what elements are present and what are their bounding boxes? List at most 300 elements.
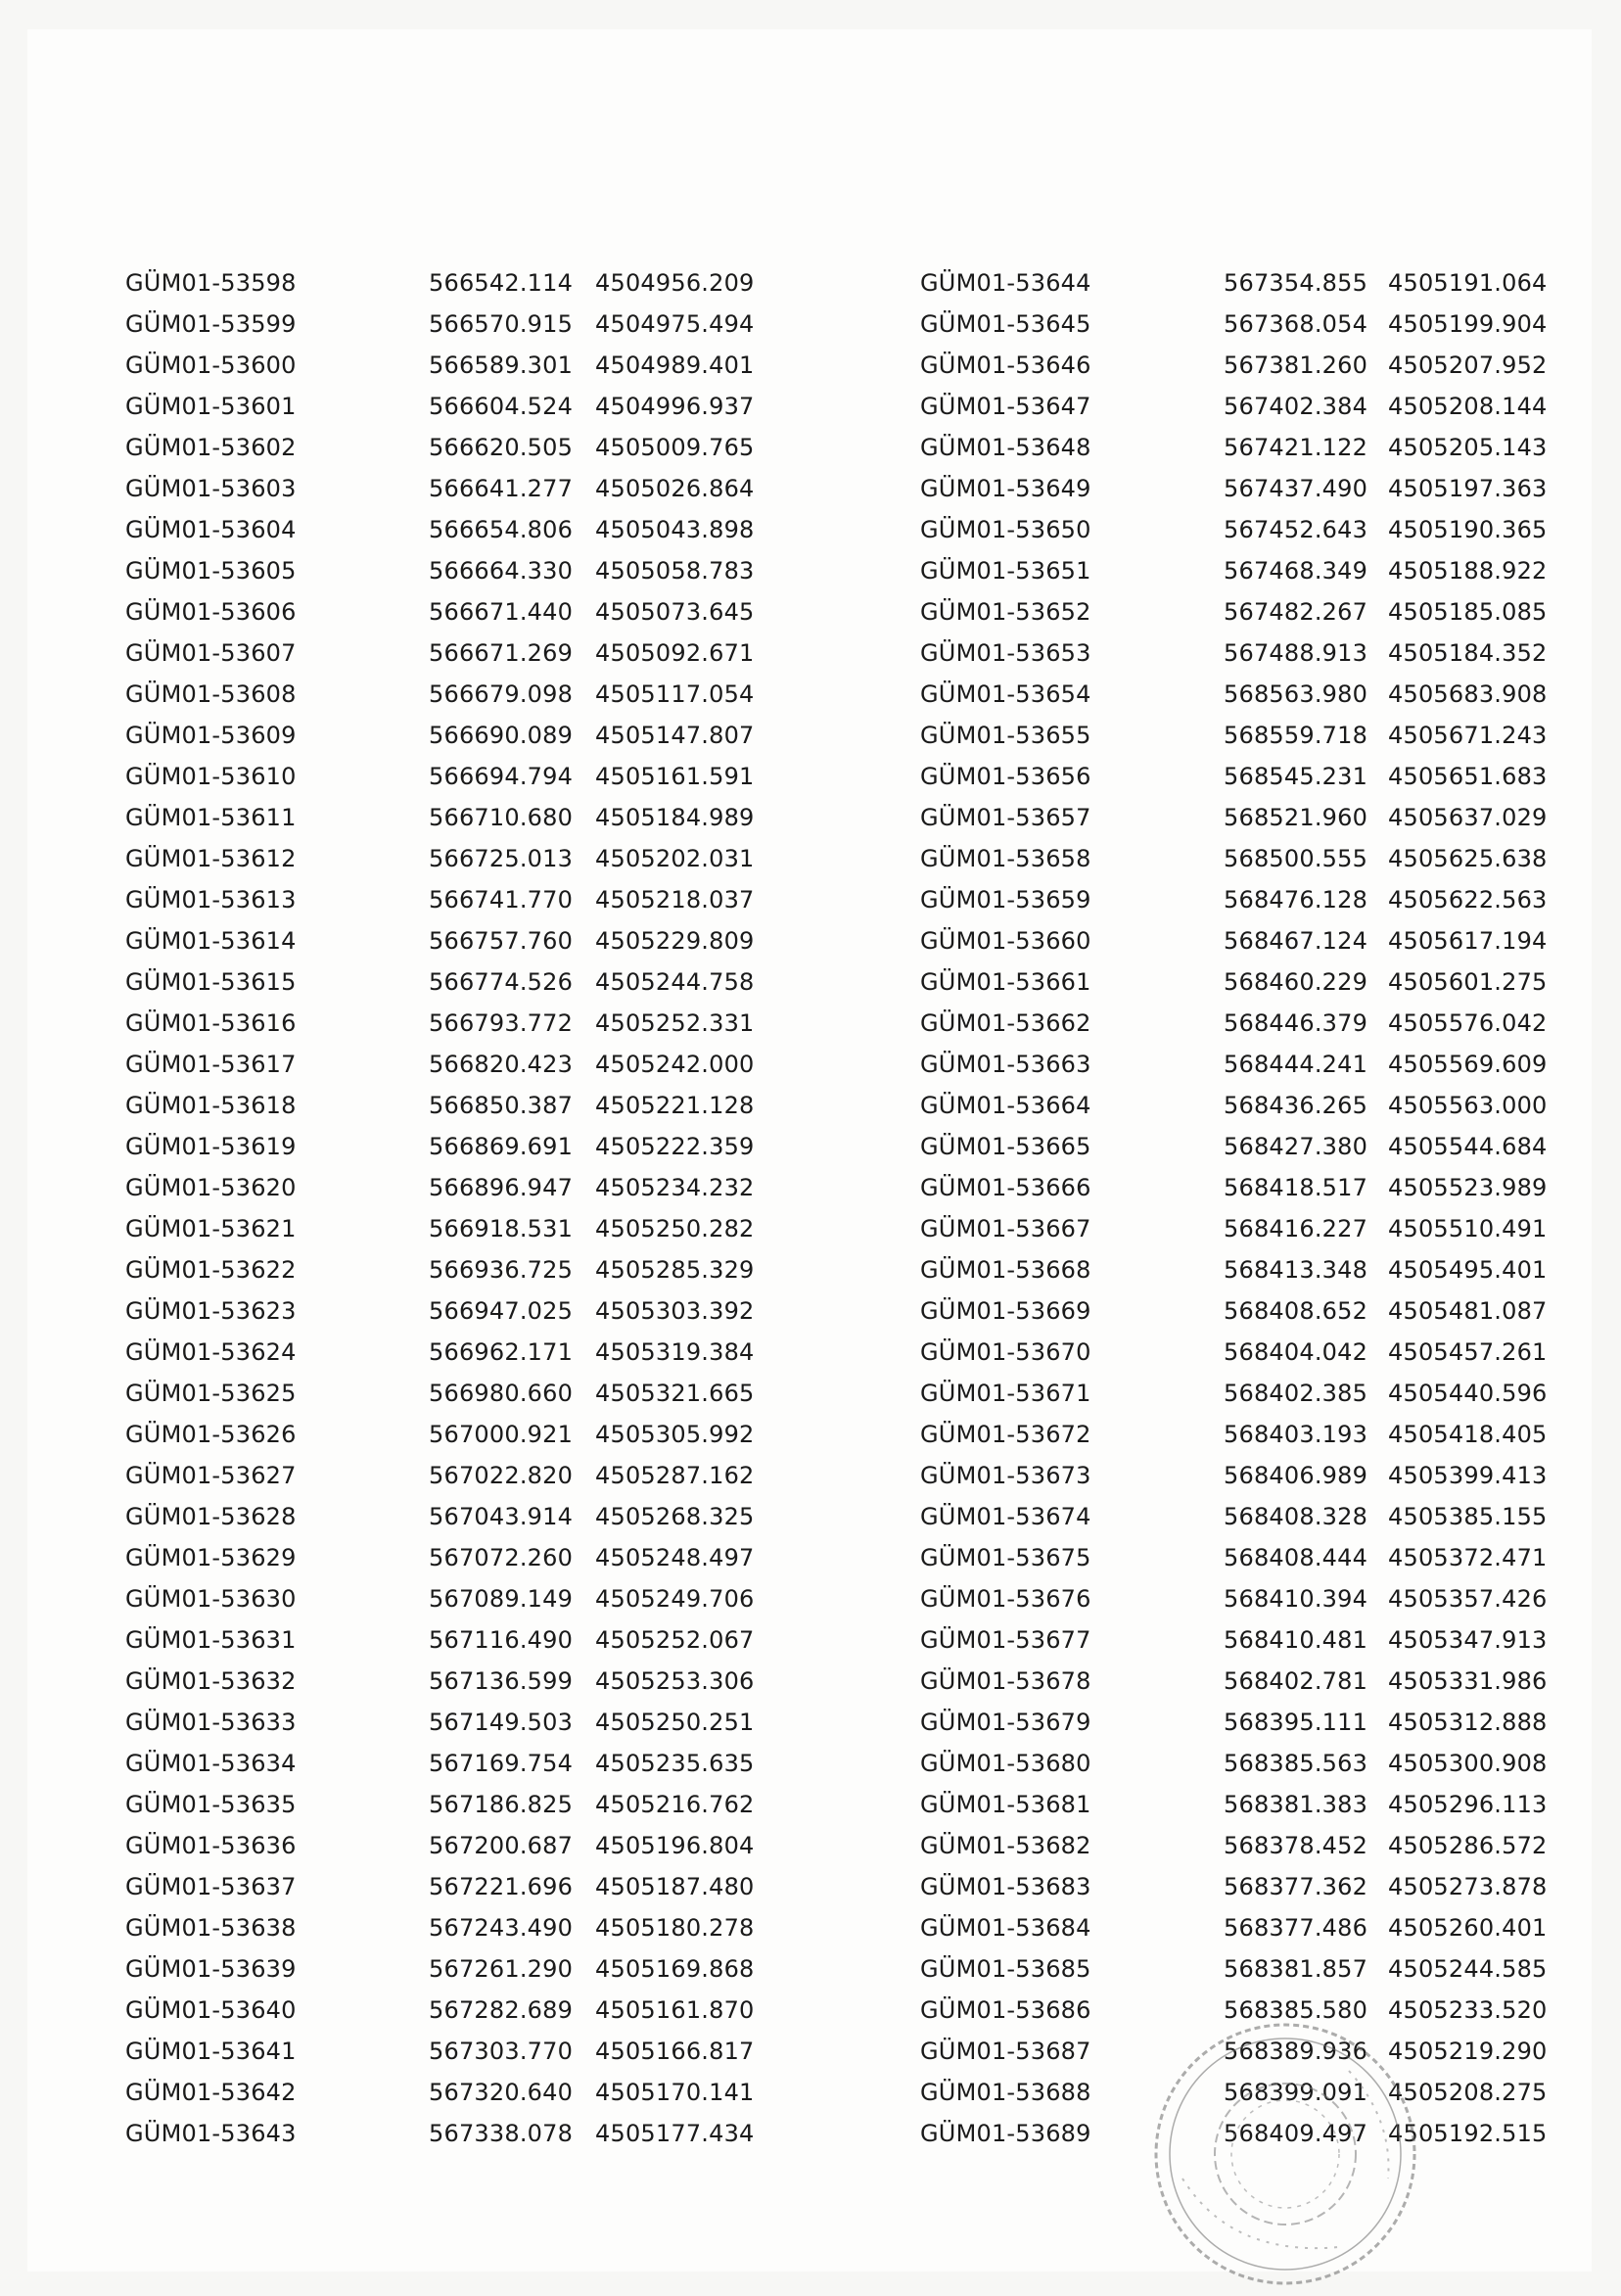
x-coordinate: 568381.857 xyxy=(1224,1955,1368,1983)
y-coordinate: 4505440.596 xyxy=(1388,1380,1548,1407)
y-coordinate: 4505219.290 xyxy=(1388,2038,1548,2065)
y-coordinate: 4505457.261 xyxy=(1388,1338,1548,1366)
y-coordinate: 4505207.952 xyxy=(1388,351,1548,379)
x-coordinate: 566570.915 xyxy=(429,310,574,338)
y-coordinate: 4505569.609 xyxy=(1388,1051,1548,1078)
table-row xyxy=(920,674,1566,715)
point-id: GÜM01-53614 xyxy=(125,927,297,955)
x-coordinate: 567186.825 xyxy=(429,1791,574,1818)
table-row xyxy=(920,756,1566,797)
point-id: GÜM01-53688 xyxy=(920,2079,1091,2106)
x-coordinate: 566664.330 xyxy=(429,557,574,585)
point-id: GÜM01-53600 xyxy=(125,351,297,379)
point-id: GÜM01-53671 xyxy=(920,1380,1091,1407)
x-coordinate: 568402.781 xyxy=(1224,1667,1368,1695)
table-row xyxy=(125,1167,771,1208)
x-coordinate: 568410.481 xyxy=(1224,1626,1368,1654)
y-coordinate: 4505117.054 xyxy=(595,680,755,708)
point-id: GÜM01-53603 xyxy=(125,475,297,502)
y-coordinate: 4505199.904 xyxy=(1388,310,1548,338)
x-coordinate: 568409.497 xyxy=(1224,2120,1368,2147)
table-row xyxy=(920,1578,1566,1619)
table-row xyxy=(125,2031,771,2072)
y-coordinate: 4505188.922 xyxy=(1388,557,1548,585)
table-row xyxy=(920,1907,1566,1948)
coordinate-table-left xyxy=(125,262,771,2154)
y-coordinate: 4505495.401 xyxy=(1388,1256,1548,1284)
y-coordinate: 4505399.413 xyxy=(1388,1462,1548,1489)
table-row xyxy=(125,1373,771,1414)
y-coordinate: 4505357.426 xyxy=(1388,1585,1548,1613)
x-coordinate: 566654.806 xyxy=(429,516,574,543)
x-coordinate: 566671.269 xyxy=(429,639,574,667)
point-id: GÜM01-53659 xyxy=(920,886,1091,914)
point-id: GÜM01-53605 xyxy=(125,557,297,585)
x-coordinate: 567022.820 xyxy=(429,1462,574,1489)
y-coordinate: 4505234.232 xyxy=(595,1174,755,1201)
y-coordinate: 4505544.684 xyxy=(1388,1133,1548,1160)
point-id: GÜM01-53657 xyxy=(920,804,1091,831)
y-coordinate: 4505190.365 xyxy=(1388,516,1548,543)
table-row xyxy=(125,797,771,838)
y-coordinate: 4505510.491 xyxy=(1388,1215,1548,1242)
x-coordinate: 566820.423 xyxy=(429,1051,574,1078)
y-coordinate: 4505043.898 xyxy=(595,516,755,543)
y-coordinate: 4505252.067 xyxy=(595,1626,755,1654)
x-coordinate: 568436.265 xyxy=(1224,1092,1368,1119)
official-seal-icon xyxy=(1143,2012,1427,2296)
table-row xyxy=(125,1948,771,1990)
y-coordinate: 4504975.494 xyxy=(595,310,755,338)
table-row xyxy=(125,1537,771,1578)
y-coordinate: 4505287.162 xyxy=(595,1462,755,1489)
x-coordinate: 567482.267 xyxy=(1224,598,1368,626)
y-coordinate: 4505331.986 xyxy=(1388,1667,1548,1695)
y-coordinate: 4505235.635 xyxy=(595,1750,755,1777)
y-coordinate: 4505026.864 xyxy=(595,475,755,502)
x-coordinate: 567421.122 xyxy=(1224,434,1368,461)
x-coordinate: 566980.660 xyxy=(429,1380,574,1407)
table-row xyxy=(125,2072,771,2113)
y-coordinate: 4505268.325 xyxy=(595,1503,755,1530)
table-row xyxy=(920,1743,1566,1784)
table-row xyxy=(920,633,1566,674)
x-coordinate: 567452.643 xyxy=(1224,516,1368,543)
y-coordinate: 4505222.359 xyxy=(595,1133,755,1160)
table-row xyxy=(125,1496,771,1537)
x-coordinate: 567368.054 xyxy=(1224,310,1368,338)
x-coordinate: 568476.128 xyxy=(1224,886,1368,914)
y-coordinate: 4505372.471 xyxy=(1388,1544,1548,1571)
x-coordinate: 568404.042 xyxy=(1224,1338,1368,1366)
point-id: GÜM01-53627 xyxy=(125,1462,297,1489)
x-coordinate: 566962.171 xyxy=(429,1338,574,1366)
x-coordinate: 566936.725 xyxy=(429,1256,574,1284)
y-coordinate: 4505248.497 xyxy=(595,1544,755,1571)
table-row xyxy=(920,961,1566,1003)
point-id: GÜM01-53672 xyxy=(920,1421,1091,1448)
point-id: GÜM01-53650 xyxy=(920,516,1091,543)
table-row xyxy=(125,1332,771,1373)
x-coordinate: 566604.524 xyxy=(429,393,574,420)
table-row xyxy=(920,879,1566,920)
table-row xyxy=(125,1907,771,1948)
x-coordinate: 566774.526 xyxy=(429,968,574,996)
x-coordinate: 567402.384 xyxy=(1224,393,1368,420)
point-id: GÜM01-53653 xyxy=(920,639,1091,667)
x-coordinate: 568408.652 xyxy=(1224,1297,1368,1325)
y-coordinate: 4505418.405 xyxy=(1388,1421,1548,1448)
point-id: GÜM01-53646 xyxy=(920,351,1091,379)
point-id: GÜM01-53687 xyxy=(920,2038,1091,2065)
x-coordinate: 568377.486 xyxy=(1224,1914,1368,1942)
table-row xyxy=(920,262,1566,304)
x-coordinate: 567243.490 xyxy=(429,1914,574,1942)
table-row xyxy=(125,1290,771,1332)
table-row xyxy=(125,1578,771,1619)
table-row xyxy=(125,591,771,633)
y-coordinate: 4505319.384 xyxy=(595,1338,755,1366)
x-coordinate: 567303.770 xyxy=(429,2038,574,2065)
y-coordinate: 4505177.434 xyxy=(595,2120,755,2147)
y-coordinate: 4505058.783 xyxy=(595,557,755,585)
point-id: GÜM01-53677 xyxy=(920,1626,1091,1654)
table-row xyxy=(125,879,771,920)
y-coordinate: 4505637.029 xyxy=(1388,804,1548,831)
x-coordinate: 567072.260 xyxy=(429,1544,574,1571)
x-coordinate: 568427.380 xyxy=(1224,1133,1368,1160)
table-row xyxy=(920,1249,1566,1290)
table-row xyxy=(920,1208,1566,1249)
coordinate-table-right xyxy=(920,262,1566,2154)
point-id: GÜM01-53669 xyxy=(920,1297,1091,1325)
x-coordinate: 567089.149 xyxy=(429,1585,574,1613)
point-id: GÜM01-53675 xyxy=(920,1544,1091,1571)
table-row xyxy=(125,1619,771,1661)
point-id: GÜM01-53601 xyxy=(125,393,297,420)
point-id: GÜM01-53661 xyxy=(920,968,1091,996)
table-row xyxy=(125,304,771,345)
x-coordinate: 568446.379 xyxy=(1224,1009,1368,1037)
point-id: GÜM01-53644 xyxy=(920,269,1091,297)
point-id: GÜM01-53636 xyxy=(125,1832,297,1859)
table-row xyxy=(125,838,771,879)
point-id: GÜM01-53604 xyxy=(125,516,297,543)
point-id: GÜM01-53686 xyxy=(920,1996,1091,2024)
x-coordinate: 566741.770 xyxy=(429,886,574,914)
y-coordinate: 4505671.243 xyxy=(1388,722,1548,749)
y-coordinate: 4504989.401 xyxy=(595,351,755,379)
y-coordinate: 4505191.064 xyxy=(1388,269,1548,297)
x-coordinate: 567169.754 xyxy=(429,1750,574,1777)
table-row xyxy=(920,1948,1566,1990)
point-id: GÜM01-53608 xyxy=(125,680,297,708)
point-id: GÜM01-53598 xyxy=(125,269,297,297)
table-row xyxy=(125,262,771,304)
x-coordinate: 566690.089 xyxy=(429,722,574,749)
x-coordinate: 566918.531 xyxy=(429,1215,574,1242)
x-coordinate: 568413.348 xyxy=(1224,1256,1368,1284)
x-coordinate: 568395.111 xyxy=(1224,1709,1368,1736)
x-coordinate: 566679.098 xyxy=(429,680,574,708)
point-id: GÜM01-53689 xyxy=(920,2120,1091,2147)
table-row xyxy=(920,1167,1566,1208)
x-coordinate: 568406.989 xyxy=(1224,1462,1368,1489)
point-id: GÜM01-53617 xyxy=(125,1051,297,1078)
table-row xyxy=(920,304,1566,345)
x-coordinate: 568402.385 xyxy=(1224,1380,1368,1407)
y-coordinate: 4505305.992 xyxy=(595,1421,755,1448)
table-row xyxy=(920,1373,1566,1414)
point-id: GÜM01-53628 xyxy=(125,1503,297,1530)
x-coordinate: 567320.640 xyxy=(429,2079,574,2106)
x-coordinate: 568521.960 xyxy=(1224,804,1368,831)
x-coordinate: 568408.444 xyxy=(1224,1544,1368,1571)
x-coordinate: 567200.687 xyxy=(429,1832,574,1859)
point-id: GÜM01-53626 xyxy=(125,1421,297,1448)
x-coordinate: 568563.980 xyxy=(1224,680,1368,708)
point-id: GÜM01-53670 xyxy=(920,1338,1091,1366)
document-page xyxy=(27,29,1592,2272)
table-row xyxy=(920,1085,1566,1126)
table-row xyxy=(125,427,771,468)
table-row xyxy=(920,591,1566,633)
x-coordinate: 568467.124 xyxy=(1224,927,1368,955)
x-coordinate: 567136.599 xyxy=(429,1667,574,1695)
x-coordinate: 568500.555 xyxy=(1224,845,1368,872)
point-id: GÜM01-53615 xyxy=(125,968,297,996)
y-coordinate: 4505184.989 xyxy=(595,804,755,831)
point-id: GÜM01-53649 xyxy=(920,475,1091,502)
point-id: GÜM01-53684 xyxy=(920,1914,1091,1942)
y-coordinate: 4505563.000 xyxy=(1388,1092,1548,1119)
y-coordinate: 4505009.765 xyxy=(595,434,755,461)
y-coordinate: 4505523.989 xyxy=(1388,1174,1548,1201)
x-coordinate: 567338.078 xyxy=(429,2120,574,2147)
y-coordinate: 4505184.352 xyxy=(1388,639,1548,667)
table-row xyxy=(125,920,771,961)
y-coordinate: 4505286.572 xyxy=(1388,1832,1548,1859)
point-id: GÜM01-53668 xyxy=(920,1256,1091,1284)
y-coordinate: 4505202.031 xyxy=(595,845,755,872)
point-id: GÜM01-53639 xyxy=(125,1955,297,1983)
y-coordinate: 4505312.888 xyxy=(1388,1709,1548,1736)
point-id: GÜM01-53656 xyxy=(920,763,1091,790)
y-coordinate: 4505601.275 xyxy=(1388,968,1548,996)
y-coordinate: 4505249.706 xyxy=(595,1585,755,1613)
table-row xyxy=(920,1290,1566,1332)
y-coordinate: 4504956.209 xyxy=(595,269,755,297)
table-row xyxy=(125,1003,771,1044)
y-coordinate: 4505208.144 xyxy=(1388,393,1548,420)
table-row xyxy=(920,1332,1566,1373)
table-row xyxy=(125,550,771,591)
point-id: GÜM01-53678 xyxy=(920,1667,1091,1695)
point-id: GÜM01-53654 xyxy=(920,680,1091,708)
y-coordinate: 4505180.278 xyxy=(595,1914,755,1942)
x-coordinate: 566725.013 xyxy=(429,845,574,872)
table-row xyxy=(920,1044,1566,1085)
table-row xyxy=(125,1825,771,1866)
table-row xyxy=(920,345,1566,386)
x-coordinate: 567221.696 xyxy=(429,1873,574,1900)
y-coordinate: 4505321.665 xyxy=(595,1380,755,1407)
point-id: GÜM01-53658 xyxy=(920,845,1091,872)
point-id: GÜM01-53647 xyxy=(920,393,1091,420)
x-coordinate: 568408.328 xyxy=(1224,1503,1368,1530)
point-id: GÜM01-53676 xyxy=(920,1585,1091,1613)
table-row xyxy=(920,715,1566,756)
point-id: GÜM01-53606 xyxy=(125,598,297,626)
x-coordinate: 568545.231 xyxy=(1224,763,1368,790)
point-id: GÜM01-53652 xyxy=(920,598,1091,626)
x-coordinate: 567282.689 xyxy=(429,1996,574,2024)
x-coordinate: 568416.227 xyxy=(1224,1215,1368,1242)
point-id: GÜM01-53625 xyxy=(125,1380,297,1407)
point-id: GÜM01-53660 xyxy=(920,927,1091,955)
table-row xyxy=(920,509,1566,550)
table-row xyxy=(125,1784,771,1825)
point-id: GÜM01-53665 xyxy=(920,1133,1091,1160)
y-coordinate: 4505242.000 xyxy=(595,1051,755,1078)
x-coordinate: 566947.025 xyxy=(429,1297,574,1325)
point-id: GÜM01-53632 xyxy=(125,1667,297,1695)
table-row xyxy=(125,756,771,797)
x-coordinate: 568559.718 xyxy=(1224,722,1368,749)
x-coordinate: 567354.855 xyxy=(1224,269,1368,297)
x-coordinate: 567116.490 xyxy=(429,1626,574,1654)
x-coordinate: 568418.517 xyxy=(1224,1174,1368,1201)
x-coordinate: 568378.452 xyxy=(1224,1832,1368,1859)
point-id: GÜM01-53634 xyxy=(125,1750,297,1777)
x-coordinate: 566641.277 xyxy=(429,475,574,502)
point-id: GÜM01-53621 xyxy=(125,1215,297,1242)
x-coordinate: 568377.362 xyxy=(1224,1873,1368,1900)
point-id: GÜM01-53641 xyxy=(125,2038,297,2065)
table-row xyxy=(920,1126,1566,1167)
x-coordinate: 566694.794 xyxy=(429,763,574,790)
table-row xyxy=(920,427,1566,468)
y-coordinate: 4505229.809 xyxy=(595,927,755,955)
table-row xyxy=(920,1537,1566,1578)
table-row xyxy=(920,1619,1566,1661)
y-coordinate: 4505205.143 xyxy=(1388,434,1548,461)
table-row xyxy=(125,2113,771,2154)
table-row xyxy=(920,1825,1566,1866)
point-id: GÜM01-53631 xyxy=(125,1626,297,1654)
point-id: GÜM01-53648 xyxy=(920,434,1091,461)
y-coordinate: 4505073.645 xyxy=(595,598,755,626)
y-coordinate: 4505651.683 xyxy=(1388,763,1548,790)
table-row xyxy=(125,715,771,756)
table-row xyxy=(125,1702,771,1743)
y-coordinate: 4505169.868 xyxy=(595,1955,755,1983)
y-coordinate: 4505233.520 xyxy=(1388,1996,1548,2024)
table-row xyxy=(125,386,771,427)
y-coordinate: 4505197.363 xyxy=(1388,475,1548,502)
point-id: GÜM01-53612 xyxy=(125,845,297,872)
y-coordinate: 4505300.908 xyxy=(1388,1750,1548,1777)
point-id: GÜM01-53630 xyxy=(125,1585,297,1613)
point-id: GÜM01-53651 xyxy=(920,557,1091,585)
point-id: GÜM01-53629 xyxy=(125,1544,297,1571)
point-id: GÜM01-53620 xyxy=(125,1174,297,1201)
x-coordinate: 566589.301 xyxy=(429,351,574,379)
x-coordinate: 567000.921 xyxy=(429,1421,574,1448)
x-coordinate: 568381.383 xyxy=(1224,1791,1368,1818)
point-id: GÜM01-53602 xyxy=(125,434,297,461)
y-coordinate: 4505218.037 xyxy=(595,886,755,914)
point-id: GÜM01-53624 xyxy=(125,1338,297,1366)
point-id: GÜM01-53679 xyxy=(920,1709,1091,1736)
x-coordinate: 566542.114 xyxy=(429,269,574,297)
point-id: GÜM01-53623 xyxy=(125,1297,297,1325)
point-id: GÜM01-53681 xyxy=(920,1791,1091,1818)
y-coordinate: 4505683.908 xyxy=(1388,680,1548,708)
table-row xyxy=(920,797,1566,838)
y-coordinate: 4505250.282 xyxy=(595,1215,755,1242)
y-coordinate: 4505147.807 xyxy=(595,722,755,749)
table-row xyxy=(125,1085,771,1126)
y-coordinate: 4505385.155 xyxy=(1388,1503,1548,1530)
table-row xyxy=(125,674,771,715)
table-row xyxy=(920,1784,1566,1825)
x-coordinate: 568385.580 xyxy=(1224,1996,1368,2024)
table-row xyxy=(920,1702,1566,1743)
y-coordinate: 4505166.817 xyxy=(595,2038,755,2065)
x-coordinate: 567437.490 xyxy=(1224,475,1368,502)
point-id: GÜM01-53609 xyxy=(125,722,297,749)
y-coordinate: 4505253.306 xyxy=(595,1667,755,1695)
table-row xyxy=(125,1414,771,1455)
y-coordinate: 4505273.878 xyxy=(1388,1873,1548,1900)
y-coordinate: 4505622.563 xyxy=(1388,886,1548,914)
table-row xyxy=(125,1866,771,1907)
point-id: GÜM01-53680 xyxy=(920,1750,1091,1777)
table-row xyxy=(920,1866,1566,1907)
point-id: GÜM01-53610 xyxy=(125,763,297,790)
x-coordinate: 567468.349 xyxy=(1224,557,1368,585)
y-coordinate: 4505347.913 xyxy=(1388,1626,1548,1654)
point-id: GÜM01-53655 xyxy=(920,722,1091,749)
x-coordinate: 566620.505 xyxy=(429,434,574,461)
point-id: GÜM01-53642 xyxy=(125,2079,297,2106)
y-coordinate: 4505296.113 xyxy=(1388,1791,1548,1818)
table-row xyxy=(125,345,771,386)
y-coordinate: 4505170.141 xyxy=(595,2079,755,2106)
y-coordinate: 4505576.042 xyxy=(1388,1009,1548,1037)
x-coordinate: 567043.914 xyxy=(429,1503,574,1530)
y-coordinate: 4505092.671 xyxy=(595,639,755,667)
y-coordinate: 4505196.804 xyxy=(595,1832,755,1859)
point-id: GÜM01-53638 xyxy=(125,1914,297,1942)
table-row xyxy=(125,1743,771,1784)
table-row xyxy=(920,1003,1566,1044)
y-coordinate: 4505216.762 xyxy=(595,1791,755,1818)
point-id: GÜM01-53673 xyxy=(920,1462,1091,1489)
x-coordinate: 566710.680 xyxy=(429,804,574,831)
point-id: GÜM01-53619 xyxy=(125,1133,297,1160)
table-row xyxy=(920,838,1566,879)
x-coordinate: 568410.394 xyxy=(1224,1585,1368,1613)
point-id: GÜM01-53663 xyxy=(920,1051,1091,1078)
point-id: GÜM01-53682 xyxy=(920,1832,1091,1859)
x-coordinate: 567488.913 xyxy=(1224,639,1368,667)
y-coordinate: 4505303.392 xyxy=(595,1297,755,1325)
y-coordinate: 4505161.870 xyxy=(595,1996,755,2024)
table-row xyxy=(920,386,1566,427)
point-id: GÜM01-53613 xyxy=(125,886,297,914)
